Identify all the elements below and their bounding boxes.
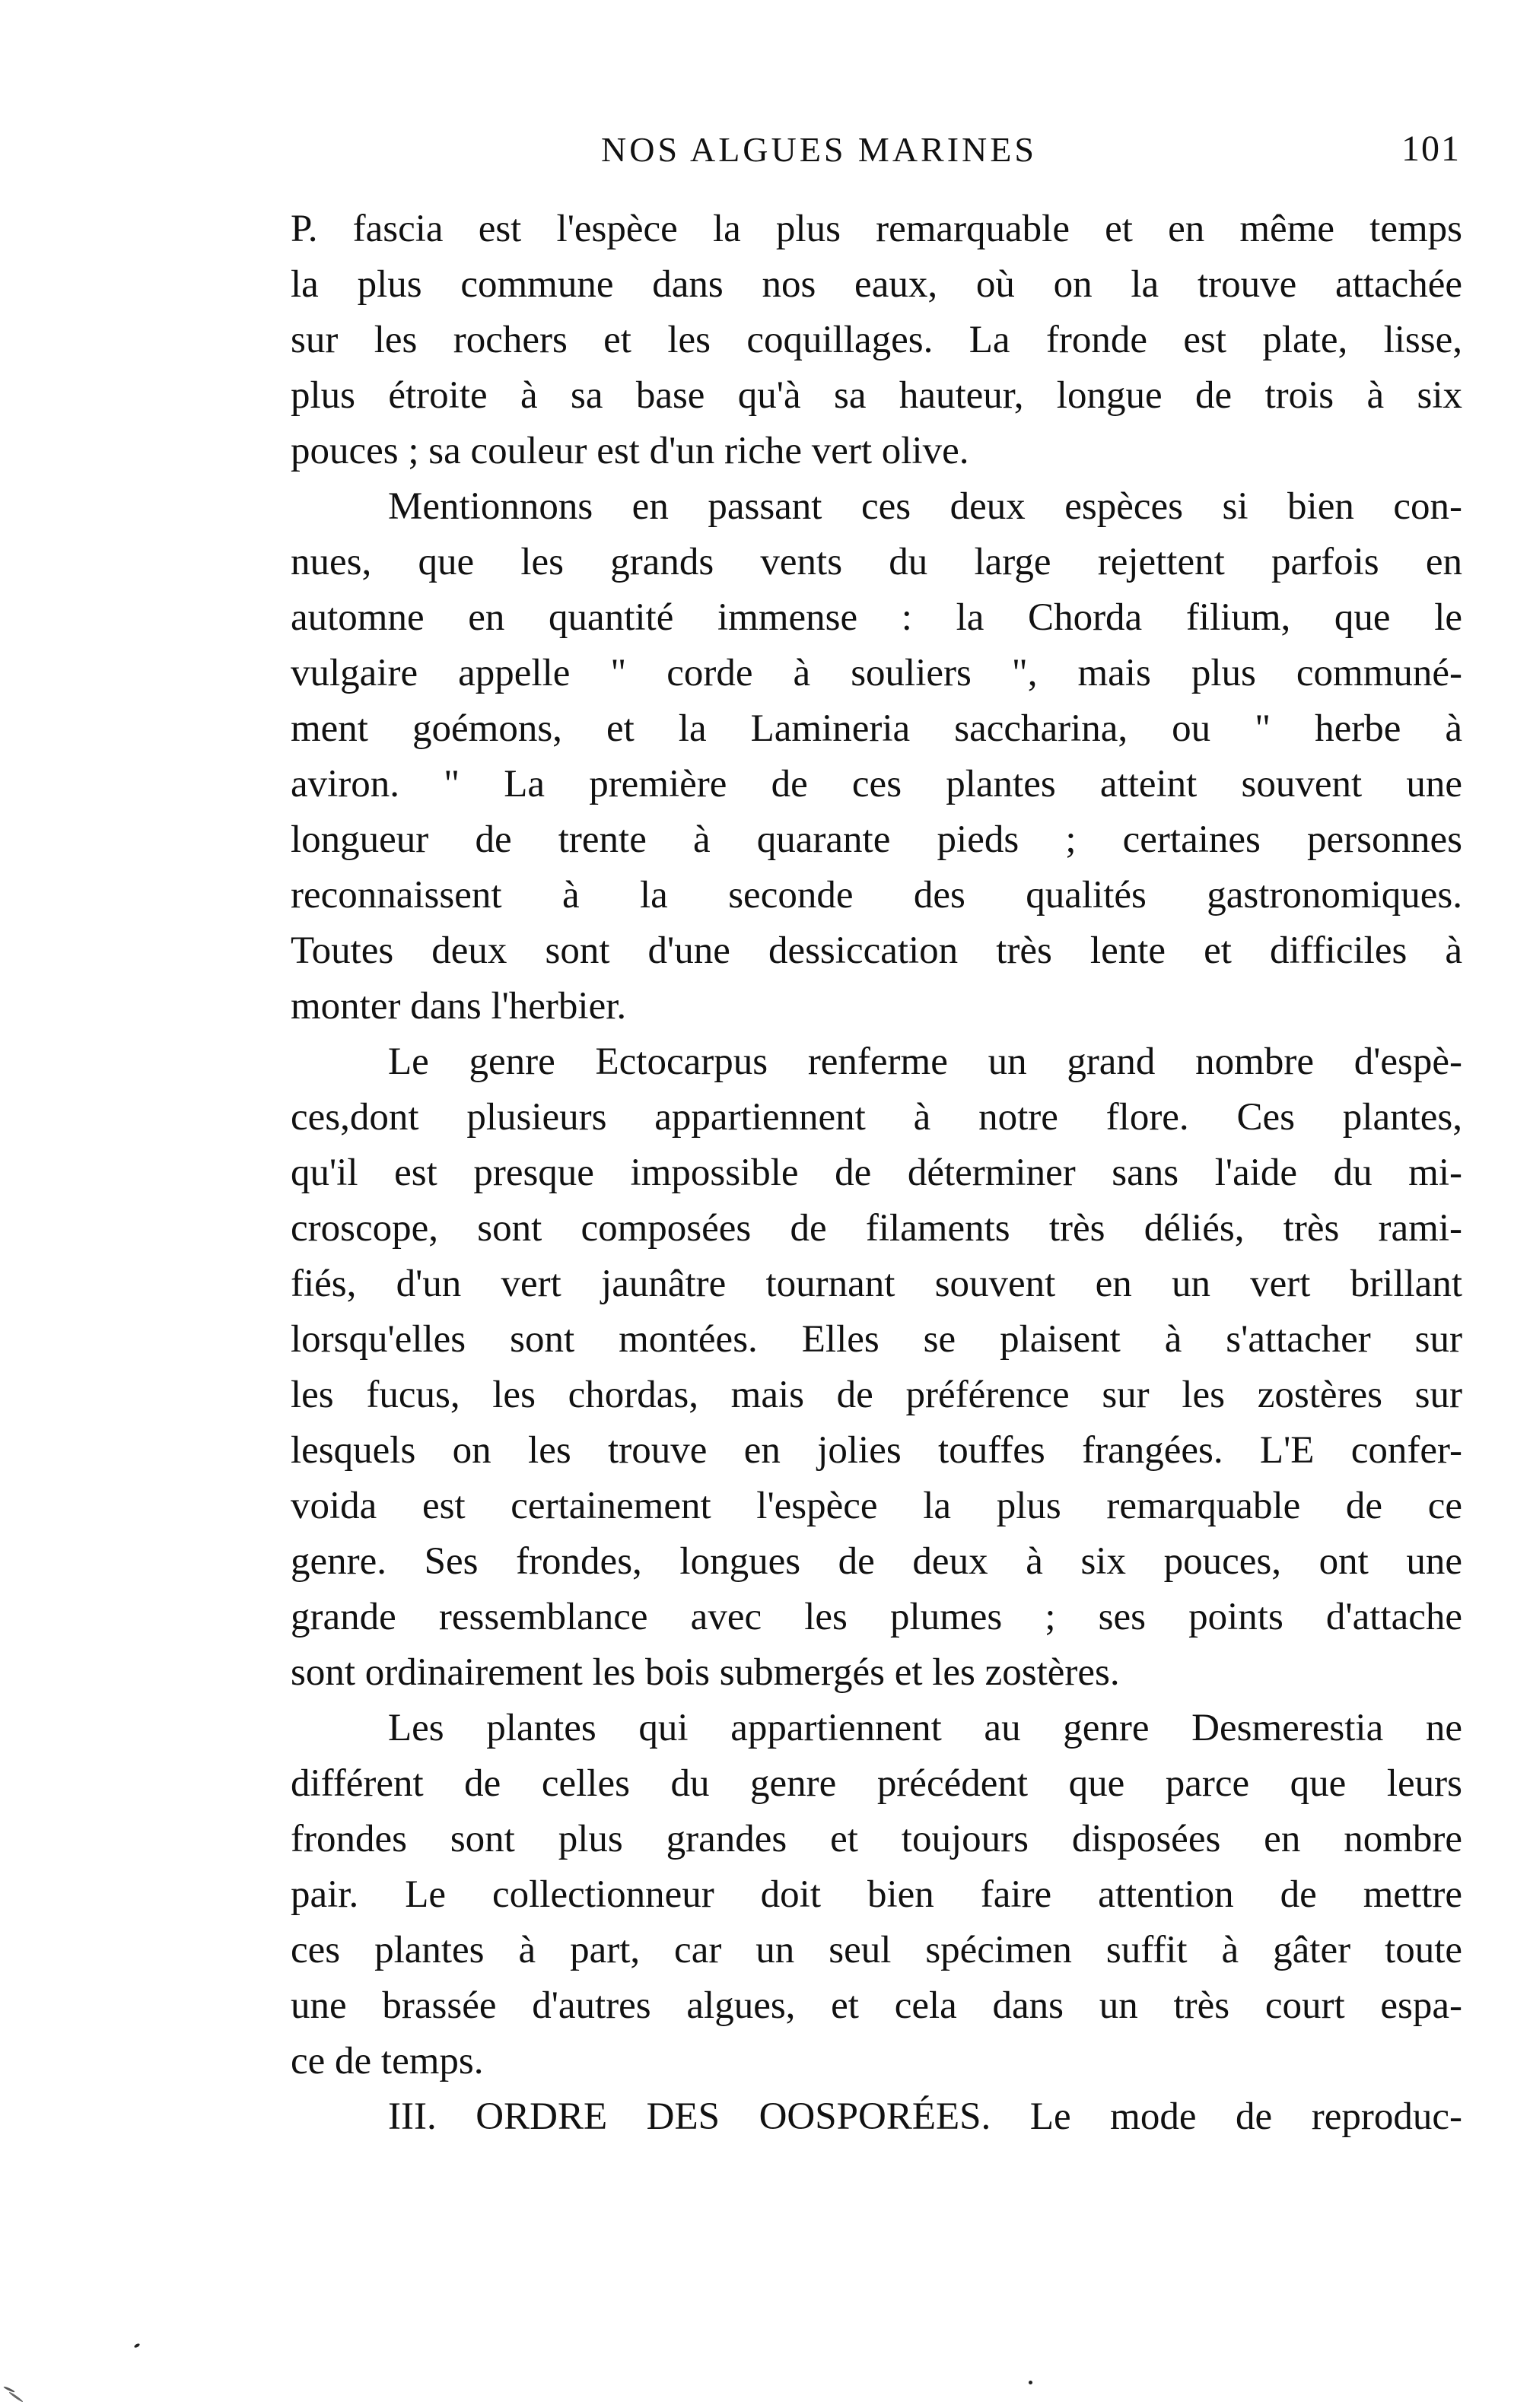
text-line: fiés, d'un vert jaunâtre tournant souvent en un vert brillant (291, 1263, 1462, 1305)
page-number: 101 (1401, 129, 1461, 169)
body-text (291, 202, 1462, 2145)
text-line: genre. Ses frondes, longues de deux à six pouces, ont une (291, 1540, 1462, 1583)
text-line: nues, que les grands vents du large rejettent parfois en (291, 541, 1462, 583)
text-line: qu'il est presque impossible de déterminer sans l'aide du mi- (291, 1152, 1462, 1194)
text-line: lorsqu'elles sont montées. Elles se plaisent à s'attacher sur (291, 1318, 1462, 1361)
scan-speck (134, 2343, 141, 2348)
text-line: monter dans l'herbier. (291, 985, 627, 1028)
text-line: différent de celles du genre précédent que parce que leurs (291, 1762, 1462, 1805)
scan-speck (1029, 2381, 1032, 2384)
text-line: ces plantes à part, car un seul spécimen suffit à gâter toute (291, 1929, 1462, 1971)
text-line: Les plantes qui appartiennent au genre Desmerestia ne (388, 1707, 1462, 1749)
text-line: longueur de trente à quarante pieds ; certaines personnes (291, 818, 1462, 861)
text-line: frondes sont plus grandes et toujours disposées en nombre (291, 1818, 1462, 1860)
paragraph (291, 479, 1462, 1034)
text-line: pouces ; sa couleur est d'un riche vert olive. (291, 430, 969, 472)
paragraph (291, 1034, 1462, 1701)
text-line: sur les rochers et les coquillages. La fronde est plate, lisse, (291, 319, 1462, 361)
section-heading-paragraph (291, 2089, 1462, 2145)
text-line: les fucus, les chordas, mais de préférence sur les zostères sur (291, 1374, 1462, 1416)
text-line: la plus commune dans nos eaux, où on la trouve attachée (291, 263, 1462, 306)
text-line: ce de temps. (291, 2040, 484, 2082)
text-line: voida est certainement l'espèce la plus remarquable de ce (291, 1485, 1462, 1527)
text-line: une brassée d'autres algues, et cela dans un très court espa- (291, 1984, 1462, 2027)
text-line: P. fascia est l'espèce la plus remarquable et en même temps (291, 208, 1462, 250)
running-head (289, 129, 1461, 183)
text-line: ment goémons, et la Lamineria saccharina, ou " herbe à (291, 707, 1462, 750)
text-line: sont ordinairement les bois submergés et les zostères. (291, 1651, 1120, 1694)
text-line: reconnaissent à la seconde des qualités gastronomiques. (291, 874, 1462, 917)
text-line: Toutes deux sont d'une dessiccation très lente et difficiles à (291, 929, 1462, 972)
text-line: Mentionnons en passant ces deux espèces si bien con- (388, 485, 1462, 528)
text-line: vulgaire appelle " corde à souliers ", mais plus communé- (291, 652, 1462, 694)
text-line: ces,dont plusieurs appartiennent à notre flore. Ces plantes, (291, 1096, 1462, 1139)
running-title: NOS ALGUES MARINES (601, 130, 1037, 169)
scan-speck (8, 2391, 24, 2403)
paragraph (291, 1701, 1462, 2089)
text-line: III. ORDRE DES OOSPORÉES. Le mode de reproduc- (388, 2095, 1462, 2138)
text-line: lesquels on les trouve en jolies touffes frangées. L'E confer- (291, 1429, 1462, 1472)
text-line: croscope, sont composées de filaments très déliés, très rami- (291, 1207, 1462, 1250)
text-line: grande ressemblance avec les plumes ; ses points d'attache (291, 1596, 1462, 1638)
paragraph (291, 202, 1462, 479)
text-line: automne en quantité immense : la Chorda filium, que le (291, 596, 1462, 639)
text-line: aviron. " La première de ces plantes atteint souvent une (291, 763, 1462, 805)
text-line: Le genre Ectocarpus renferme un grand nombre d'espè- (388, 1040, 1462, 1083)
text-line: plus étroite à sa base qu'à sa hauteur, longue de trois à six (291, 374, 1462, 417)
text-line: pair. Le collectionneur doit bien faire attention de mettre (291, 1873, 1462, 1916)
